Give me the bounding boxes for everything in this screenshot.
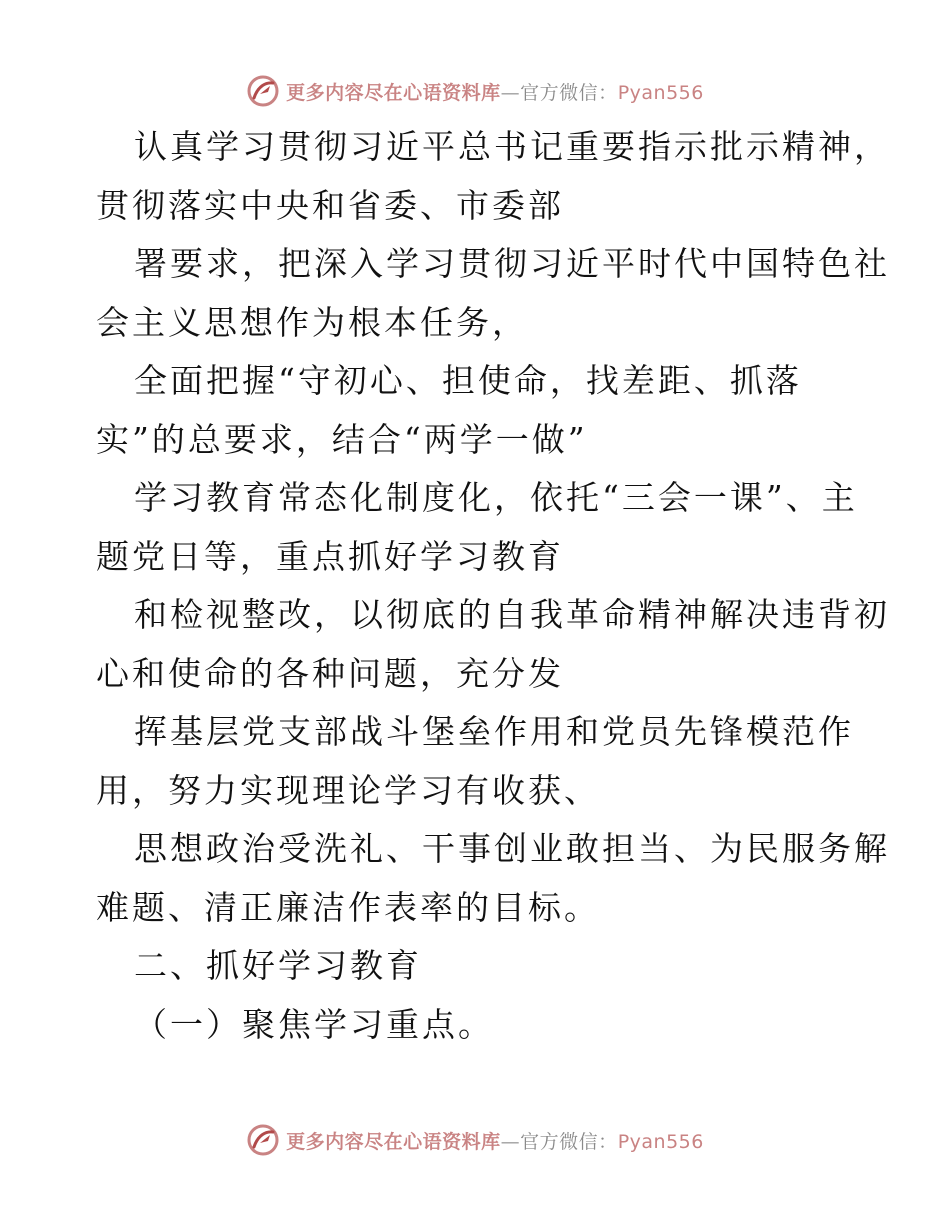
paragraph-line: 和检视整改，以彻底的自我革命精神解决违背初 — [134, 595, 890, 634]
banner-wechat-id: Pyan556 — [617, 1130, 704, 1153]
paragraph-line: 学习教育常态化制度化，依托“三会一课”、主 — [134, 478, 858, 517]
footer-banner — [0, 1120, 950, 1160]
paragraph-line: 难题、清正廉洁作表率的目标。 — [96, 887, 600, 927]
paragraph-line: 全面把握“守初心、担使命，找差距、抓落 — [134, 361, 802, 400]
subsection-heading: （一）聚焦学习重点。 — [134, 1004, 494, 1044]
banner-brand: 更多内容尽在心语资料库 — [286, 1130, 501, 1153]
section-heading: 二、抓好学习教育 — [134, 946, 422, 985]
body-paragraph — [96, 703, 856, 820]
banner-wechat-label: 官方微信： — [520, 1130, 618, 1153]
body-paragraph — [96, 118, 890, 235]
paragraph-line: 思想政治受洗礼、干事创业敢担当、为民服务解 — [134, 829, 890, 868]
banner-separator: — — [500, 1130, 521, 1153]
body-paragraph — [96, 352, 856, 469]
banner-separator: — — [500, 81, 521, 104]
paragraph-line: 用，努力实现理论学习有收获、 — [96, 770, 600, 810]
document-body — [96, 118, 890, 1054]
banner-brand: 更多内容尽在心语资料库 — [286, 81, 501, 104]
body-paragraph — [96, 469, 856, 586]
paragraph-line: 题党日等，重点抓好学习教育 — [96, 536, 564, 576]
body-paragraph — [96, 820, 890, 937]
body-paragraph — [96, 235, 890, 352]
banner-wechat-id: Pyan556 — [617, 81, 704, 104]
header-banner — [0, 71, 950, 111]
body-paragraph — [96, 586, 890, 703]
paragraph-line: 心和使命的各种问题，充分发 — [96, 653, 564, 693]
paragraph-line: 署要求，把深入学习贯彻习近平时代中国特色社 — [134, 244, 890, 283]
paragraph-line: 实”的总要求，结合“两学一做” — [96, 419, 588, 459]
banner-text — [286, 1127, 704, 1154]
banner-wechat-label: 官方微信： — [520, 81, 618, 104]
banner-text — [286, 78, 704, 105]
pen-swirl-icon — [246, 1123, 280, 1157]
paragraph-line: 挥基层党支部战斗堡垒作用和党员先锋模范作 — [134, 712, 854, 751]
pen-swirl-icon — [246, 74, 280, 108]
paragraph-line: 会主义思想作为根本任务， — [96, 302, 528, 342]
paragraph-line: 贯彻落实中央和省委、市委部 — [96, 185, 564, 225]
paragraph-line: 认真学习贯彻习近平总书记重要指示批示精神， — [134, 127, 890, 166]
